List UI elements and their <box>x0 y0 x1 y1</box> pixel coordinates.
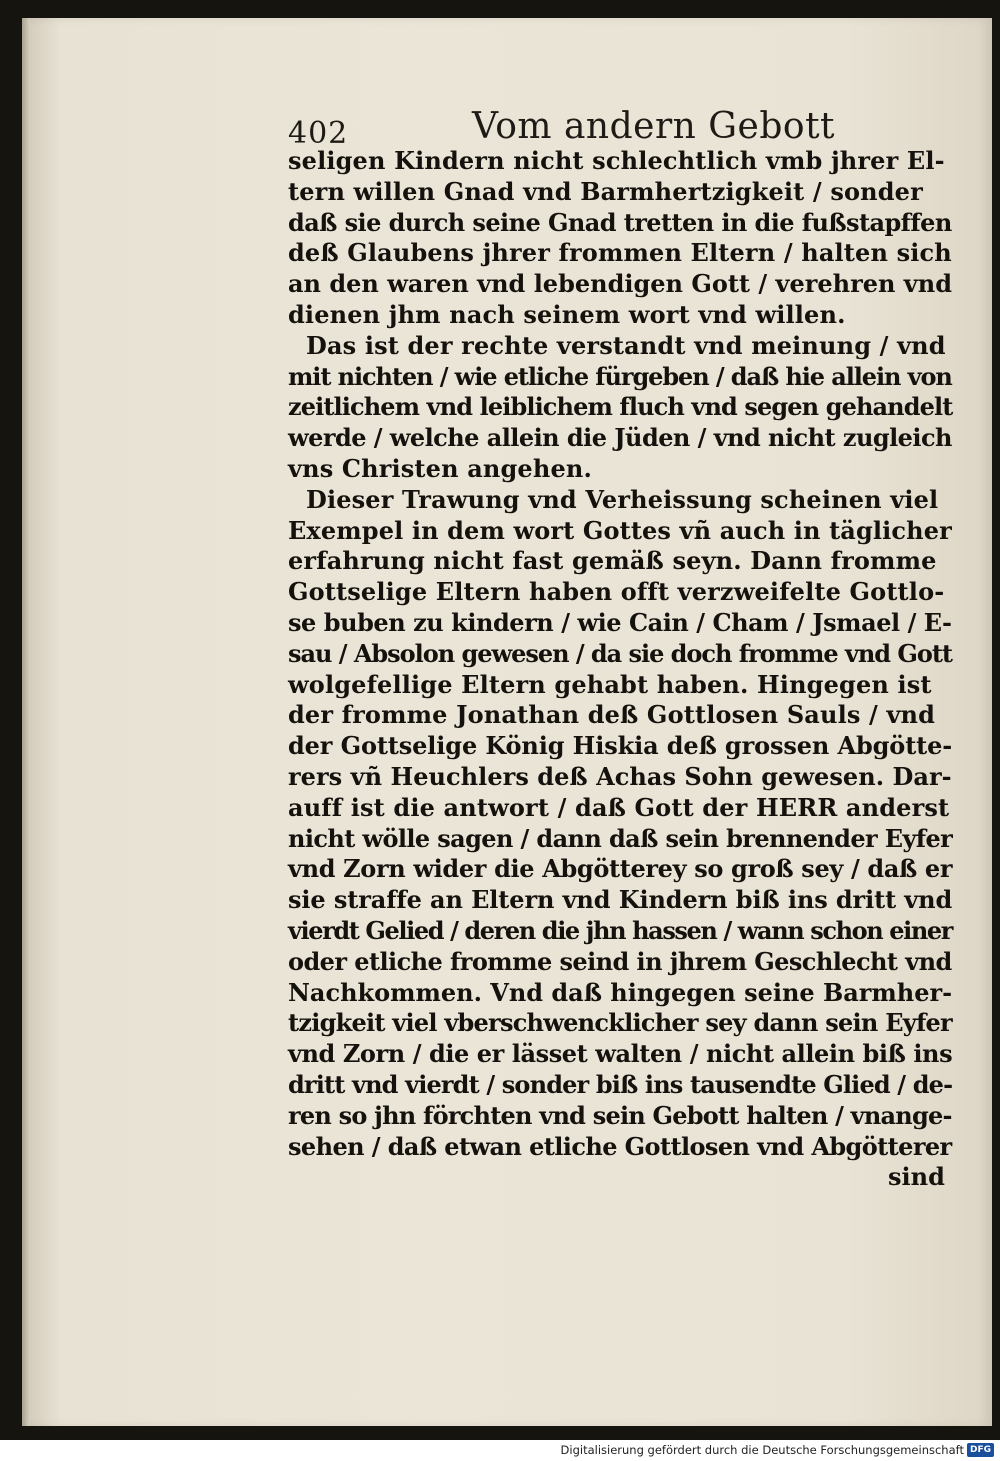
text-line: ren so jhn förchten vnd sein Gebott halten / vnange- <box>288 1100 952 1130</box>
body-text <box>288 146 952 1162</box>
text-line: vnd Zorn / die er lässet walten / nicht allein biß ins <box>288 1039 953 1069</box>
text-line: Nachkommen. Vnd daß hingegen seine Barmher- <box>288 977 953 1007</box>
text-line: nicht wölle sagen / dann daß sein brennender Eyfer <box>288 823 953 853</box>
text-line: der fromme Jonathan deß Gottlosen Sauls / vnd <box>288 700 936 730</box>
text-line: seligen Kindern nicht schlechtlich vmb jhrer El- <box>288 146 945 175</box>
text-line: deß Glaubens jhrer frommen Eltern / halten sich <box>288 238 952 268</box>
page-gutter-edge <box>22 18 30 1426</box>
text-line: sie straffe an Eltern vnd Kindern biß ins dritt vnd <box>288 885 953 915</box>
text-line: Exempel in dem wort Gottes vñ auch in täglicher <box>288 515 952 545</box>
text-line: an den waren vnd lebendigen Gott / verehren vnd <box>288 269 952 299</box>
text-line: Das ist der rechte verstandt vnd meinung / vnd <box>306 330 946 360</box>
footer <box>0 1440 1000 1461</box>
text-line: erfahrung nicht fast gemäß seyn. Dann fromme <box>288 546 937 576</box>
funding-credit: Digitalisierung gefördert durch die Deutsche Forschungsgemeinschaft <box>560 1443 964 1457</box>
text-line: vnd Zorn wider die Abgötterey so groß sey / daß er <box>288 854 953 884</box>
text-line: sehen / daß etwan etliche Gottlosen vnd Abgötterer <box>288 1131 952 1161</box>
text-line: zeitlichem vnd leiblichem fluch vnd segen gehandelt <box>288 392 953 422</box>
running-title: Vom andern Gebott <box>472 106 835 147</box>
text-line: mit nichten / wie etliche fürgeben / daß hie allein von <box>288 361 952 391</box>
catchword: sind <box>888 1162 945 1191</box>
page-number: 402 <box>288 116 349 151</box>
text-line: vns Christen angehen. <box>288 453 592 483</box>
text-line: werde / welche allein die Jüden / vnd nicht zugleich <box>288 423 952 453</box>
text-line: der Gottselige König Hiskia deß grossen Abgötte- <box>288 731 953 761</box>
text-line: oder etliche fromme seind in jhrem Geschlecht vnd <box>288 946 952 976</box>
text-line: vierdt Gelied / deren die jhn hassen / wann schon einer <box>288 915 953 945</box>
text-line: se buben zu kindern / wie Cain / Cham / Jsmael / E- <box>288 607 952 637</box>
text-line: daß sie durch seine Gnad tretten in die fußstapffen <box>288 207 952 237</box>
text-line: tzigkeit viel vberschwencklicher sey dann sein Eyfer <box>288 1008 952 1038</box>
text-line: Gottselige Eltern haben offt verzweifelte Gottlo- <box>288 577 945 607</box>
text-line: sau / Absolon gewesen / da sie doch fromme vnd Gott <box>288 638 952 668</box>
text-line: dritt vnd vierdt / sonder biß ins tausendte Glied / de- <box>288 1069 953 1099</box>
text-line: auff ist die antwort / daß Gott der HERR anderst <box>288 792 950 822</box>
text-line: Dieser Trawung vnd Verheissung scheinen viel <box>306 484 939 514</box>
text-line: wolgefellige Eltern gehabt haben. Hingegen ist <box>288 669 932 699</box>
text-line: dienen jhm nach seinem wort vnd willen. <box>288 299 846 329</box>
text-line: tern willen Gnad vnd Barmhertzigkeit / sonder <box>288 176 923 206</box>
dfg-logo-icon: DFG <box>967 1443 994 1457</box>
text-line: rers vñ Heuchlers deß Achas Sohn gewesen. Dar- <box>288 761 952 791</box>
